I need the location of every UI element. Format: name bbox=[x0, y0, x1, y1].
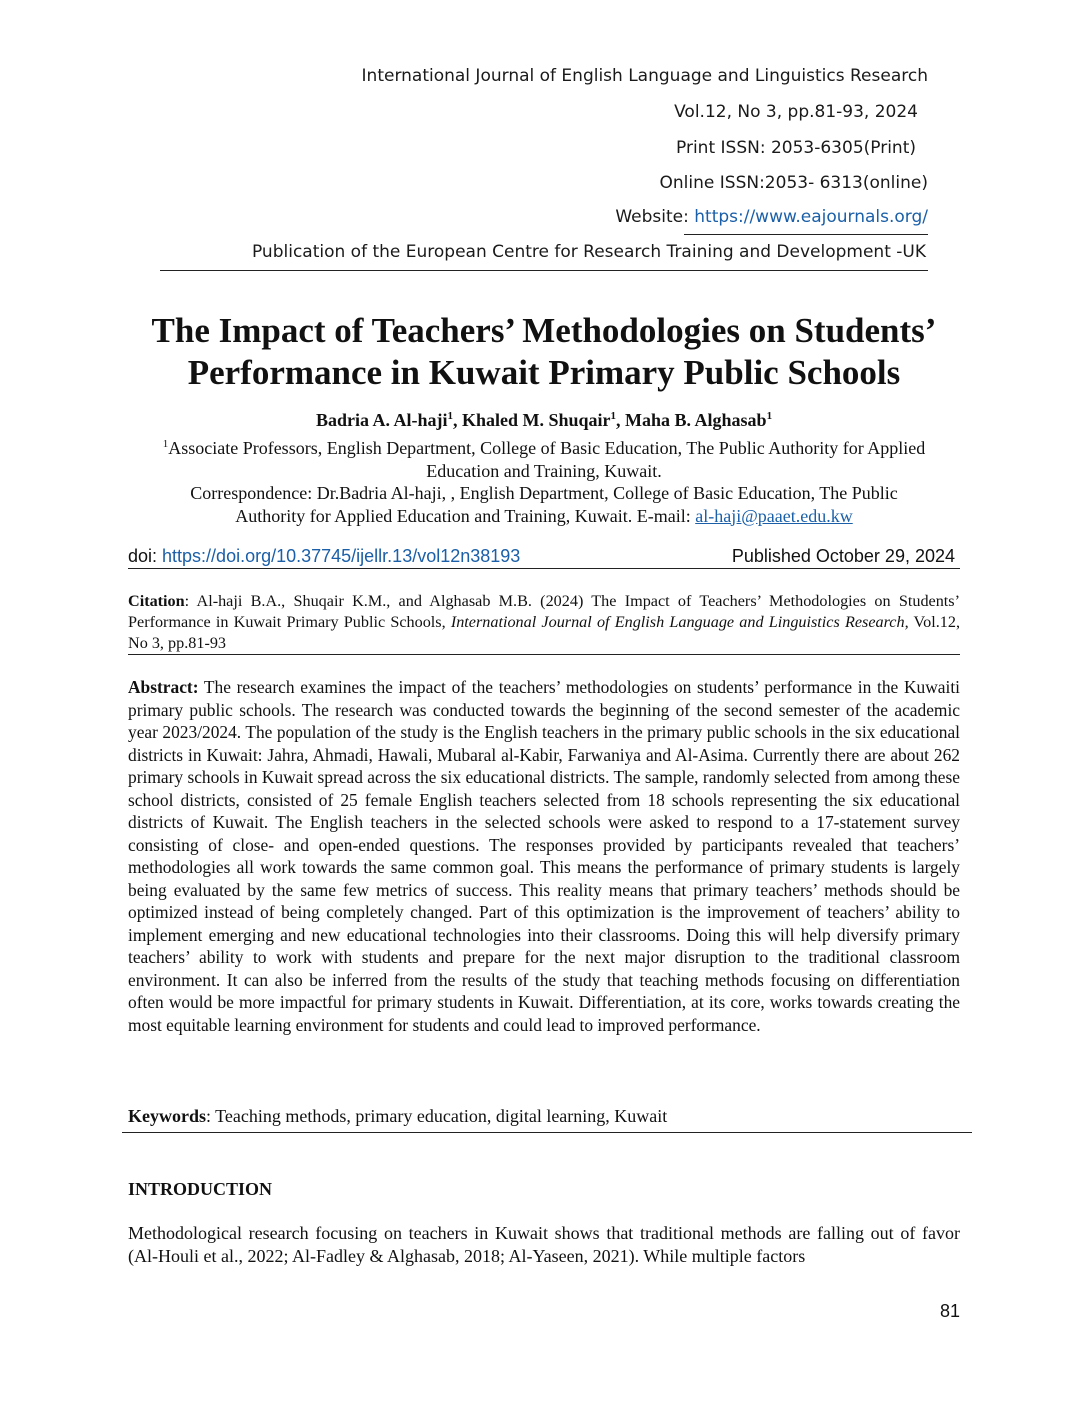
keywords-text: : Teaching methods, primary education, digital learning, Kuwait bbox=[206, 1106, 668, 1126]
website-line bbox=[615, 207, 928, 227]
citation-journal: International Journal of English Language and Linguistics Research, bbox=[450, 613, 909, 631]
citation-divider bbox=[128, 654, 960, 655]
keywords bbox=[128, 1106, 667, 1127]
page-number: 81 bbox=[939, 1301, 960, 1321]
author-2: Khaled M. Shuqair bbox=[461, 410, 611, 430]
paper-title bbox=[100, 310, 988, 394]
section-heading: INTRODUCTION bbox=[128, 1179, 273, 1199]
affiliation-line-2: Education and Training, Kuwait. bbox=[426, 460, 662, 481]
doi-label: doi: bbox=[128, 546, 163, 566]
website-label: Website: bbox=[615, 207, 695, 227]
citation: Citation: Al-haji B.A., Shuqair K.M., and Alghasab M.B. (2024) The Impact of Teachers’ Methodologies on Students’ Performance in Kuwait Primary Public Schools, International Journal of English Language and Linguistics Research, Vol.12, No 3, pp.81-93 bbox=[128, 592, 960, 652]
volume-info: Vol.12, No 3, pp.81-93, 2024 bbox=[674, 102, 918, 122]
correspondence-line-2: Authority for Applied Education and Training, Kuwait. E-mail: bbox=[235, 505, 696, 526]
abstract bbox=[128, 676, 960, 1036]
print-issn: Print ISSN: 2053-6305(Print) bbox=[676, 138, 916, 158]
doi-line bbox=[128, 546, 520, 567]
website-link[interactable]: https://www.eajournals.org/ bbox=[694, 207, 928, 227]
citation-label: Citation bbox=[128, 592, 185, 610]
publisher-line: Publication of the European Centre for Research Training and Development -UK bbox=[251, 242, 926, 262]
online-issn: Online ISSN:2053- 6313(online) bbox=[659, 173, 928, 193]
correspondence-line-1: Correspondence: Dr.Badria Al-haji, , English Department, College of Basic Education, The Public bbox=[190, 483, 898, 503]
title-line-2: Performance in Kuwait Primary Public Schools bbox=[187, 353, 901, 392]
affiliation-line-1: Associate Professors, English Department, College of Basic Education, The Public Authority for Applied bbox=[168, 438, 926, 458]
affiliation: $^1$Associate Professors, English Department, College of Basic Education, The Public Authority for Applied Education and Training, Kuwait. Correspondence: Dr.Badria Al-haji, , English Department, College of Basic Education, The Public Authority for Applied Education and Training, Kuwait. E-mail: al-haji@paaet.edu.kw bbox=[118, 433, 970, 527]
email-link[interactable]: al-haji@paaet.edu.kw bbox=[695, 505, 853, 526]
doi-divider bbox=[128, 568, 960, 569]
doi-link[interactable]: https://doi.org/10.37745/ijellr.13/vol12n38193 bbox=[162, 546, 521, 566]
website-underline bbox=[684, 234, 928, 235]
keywords-divider bbox=[122, 1132, 972, 1133]
author-3: Maha B. Alghasab bbox=[625, 410, 767, 430]
journal-name: International Journal of English Language and Linguistics Research bbox=[361, 66, 928, 86]
author-list: Badria A. Al-haji$^1$, Khaled M. Shuqair$^1$, Maha B. Alghasab$^1$ bbox=[315, 410, 773, 430]
abstract-label: Abstract: bbox=[128, 677, 199, 697]
published-date: Published October 29, 2024 bbox=[731, 546, 955, 566]
keywords-label: Keywords bbox=[128, 1106, 206, 1126]
abstract-text: The research examines the impact of the teachers’ methodologies on students’ performance in the Kuwaiti primary public schools. The research was conducted towards the beginning of the second semester of the academic year 2023/2024. The population of the study is the English teachers in the primary public schools in the six educational districts in Kuwait: Jahra, Ahmadi, Hawali, Mubaral al-Kabir, Farwaniya and Al-Asima. Currently there are about 262 primary schools in Kuwait spread across the six educational districts. The sample, randomly selected from among these school districts, consisted of 25 female English teachers selected from 18 schools representing the six educational districts of Kuwait. The English teachers in the selected schools were asked to respond to a 17-statement survey consisting of close- and open-ended questions. The responses provided by participants revealed that teachers’ methodologies all work towards the same common goal. This means the performance of primary students is largely being evaluated by the same few metrics of success. This reality means that primary teachers’ methods should be optimized instead of being completely changed. Part of this optimization is the improvement of teachers’ ability to implement emerging and new educational technologies into their classrooms. Doing this will help diversify primary teachers’ ability to work with students and prepare for the next major disruption to the traditional classroom environment. It can also be inferred from the results of the study that teaching methods focusing on differentiation often would be more impactful for primary students in Kuwait. Differentiation, at its core, works towards creating the most equitable learning environment for students and could lead to improved performance. bbox=[128, 677, 960, 1035]
header-divider bbox=[160, 270, 928, 271]
introduction-paragraph: Methodological research focusing on teachers in Kuwait shows that traditional methods are falling out of favor (Al-Houli et al., 2022; Al-Fadley & Alghasab, 2018; Al-Yaseen, 2021). While multiple factors bbox=[128, 1223, 960, 1266]
title-line-1: The Impact of Teachers’ Methodologies on Students’ bbox=[151, 311, 937, 350]
author-1: Badria A. Al-haji bbox=[315, 410, 448, 430]
